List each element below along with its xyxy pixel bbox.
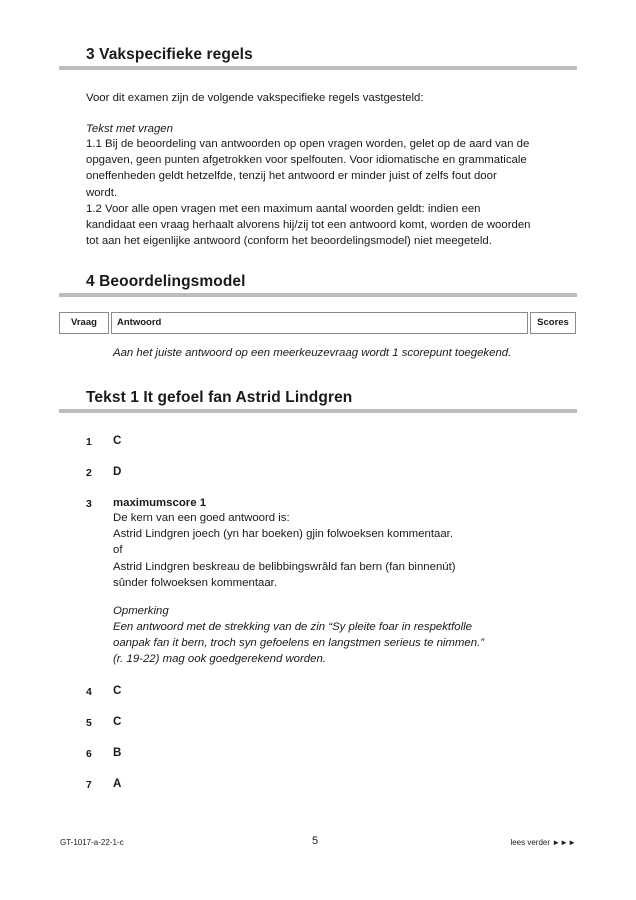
- question-number: 4: [86, 686, 92, 698]
- question-number: 2: [86, 467, 92, 479]
- question-number: 5: [86, 717, 92, 729]
- answer-line: Astrid Lindgren joech (yn har boeken) gjin folwoeksen kommentaar.: [113, 528, 454, 541]
- section-4-rule: [59, 293, 577, 297]
- section-3-heading: 3 Vakspecifieke regels: [86, 46, 253, 63]
- remark-line: (r. 19-22) mag ook goedgerekend worden.: [113, 653, 326, 666]
- question-number: 3: [86, 498, 92, 510]
- table-header-antwoord: Antwoord: [111, 312, 528, 334]
- question-3-remark: [113, 619, 583, 668]
- question-3-answer: [113, 510, 583, 591]
- footer-exam-code: GT-1017-a-22-1-c: [60, 838, 124, 847]
- question-answer: D: [113, 465, 122, 478]
- question-answer: C: [113, 434, 122, 447]
- scoring-note: Aan het juiste antwoord op een meerkeuzevraag wordt 1 scorepunt toegekend.: [113, 347, 512, 359]
- rules-line: oneffenheden geldt hetzelfde, tenzij het antwoord er minder juist of zelfs fout door: [86, 170, 497, 183]
- footer-continue: lees verder ►►►: [510, 838, 576, 847]
- section-3-intro: Voor dit examen zijn de volgende vakspecifieke regels vastgesteld:: [86, 92, 424, 104]
- question-answer: C: [113, 684, 122, 697]
- section-4-heading: 4 Beoordelingsmodel: [86, 273, 246, 290]
- table-header-vraag: Vraag: [59, 312, 109, 334]
- page-number: 5: [312, 835, 319, 847]
- question-answer: C: [113, 715, 122, 728]
- rules-line: wordt.: [86, 186, 118, 199]
- rules-line: tot aan het eigenlijke antwoord (conform het beoordelingsmodel) niet meegeteld.: [86, 235, 492, 248]
- rules-line: 1.2 Voor alle open vragen met een maximum aantal woorden geldt: indien een: [86, 202, 481, 215]
- section-3-rules: [86, 136, 586, 249]
- rules-line: kandidaat een vraag herhaalt alvorens hij/zij tot een antwoord komt, worden de woorden: [86, 219, 531, 232]
- text-1-heading: Tekst 1 It gefoel fan Astrid Lindgren: [86, 389, 353, 406]
- answer-line: sûnder folwoeksen kommentaar.: [113, 576, 277, 589]
- answer-line: of: [113, 544, 123, 557]
- question-3-maxscore: maximumscore 1: [113, 497, 207, 509]
- section-3-subheading: Tekst met vragen: [86, 123, 173, 135]
- question-number: 1: [86, 436, 92, 448]
- text-1-rule: [59, 409, 577, 413]
- question-number: 6: [86, 748, 92, 760]
- question-answer: A: [113, 777, 122, 790]
- rules-line: 1.1 Bij de beoordeling van antwoorden op open vragen worden, gelet op de aard van de: [86, 138, 530, 150]
- remark-line: oanpak fan it bern, troch syn gefoelens en langstmen serieus te nimmen.”: [113, 637, 485, 650]
- question-number: 7: [86, 779, 92, 791]
- remark-line: Een antwoord met de strekking van de zin “Sy pleite foar in respektfolle: [113, 621, 472, 633]
- question-answer: B: [113, 746, 122, 759]
- answer-line: De kern van een goed antwoord is:: [113, 512, 290, 524]
- answer-line: Astrid Lindgren beskreau de belibbingswrâld fan bern (fan binnenút): [113, 560, 456, 573]
- question-3-remark-label: Opmerking: [113, 605, 169, 617]
- section-3-rule: [59, 66, 577, 70]
- table-header-scores: Scores: [530, 312, 576, 334]
- rules-line: opgaven, geen punten afgetrokken voor spelfouten. Voor idiomatische en grammaticale: [86, 154, 527, 167]
